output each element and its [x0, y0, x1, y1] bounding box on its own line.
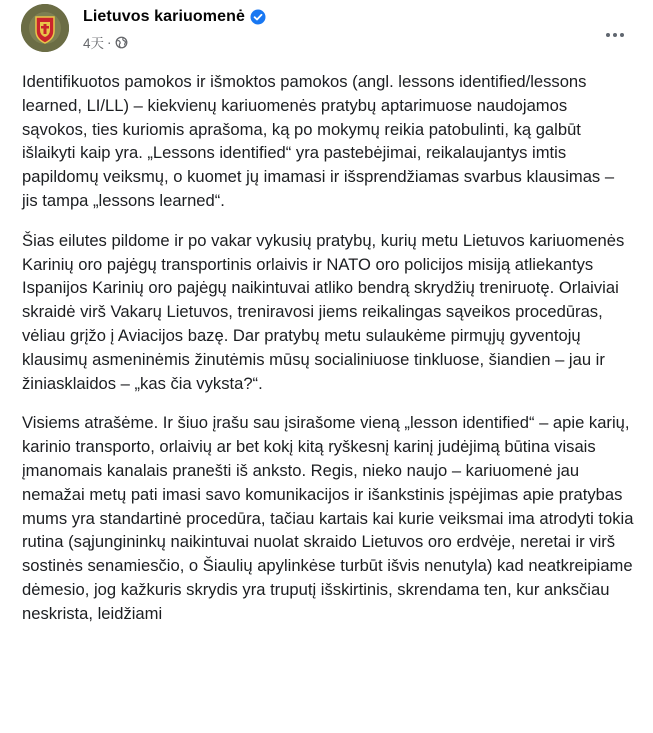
lithuanian-army-emblem-icon	[21, 4, 69, 52]
author-line	[83, 6, 266, 28]
globe-icon[interactable]	[115, 36, 128, 49]
more-options-button[interactable]	[597, 17, 633, 53]
post-meta	[83, 32, 266, 52]
more-dot-icon	[613, 33, 617, 37]
verified-badge-icon	[250, 9, 266, 25]
post-paragraph: Šias eilutes pildome ir po vakar vykusių pratybų, kurių metu Lietuvos kariuomenės Karinių oro pajėgų transportinis orlaivis ir NATO oro policijos misiją atliekantys Ispanijos Karinių oro pajėgų naikintuvai atliko bendrą skrydžių treniruotę. Orlaiviai skraidė virš Vakarų Lietuvos, treniravosi jiems reikalingas sąveikos procedūras, vėliau grįžo į Aviacijos bazę. Dar pratybų metu sulaukėme pirmųjų gyventojų klausimų asmeninėmis žinutėmis mūsų socialiniuose tinkluose, šiandien – jau ir žiniasklaidos – „kas čia vyksta?“.	[22, 230, 625, 393]
post-paragraph: Visiems atrašėme. Ir šiuo įrašu sau įsirašome vieną „lesson identified“ – apie karių, karinio transporto, orlaivių ar bet kokį kitą ryškesnį karinį judėjimą būtina visais įmanomais kanalais pranešti iš anksto. Regis, nieko naujo – kariuomenė jau nemažai metų pati imasi savo komunikacijos ir išankstinis įspėjimas apie pratybas mums yra standartinė procedūra, tačiau kartais kai kurie veiksmai ima atrodyti tokia rutina (sąjungininkų naikintuvai nuolat skraido Lietuvos oro erdvėje, neretai ir virš sostinės senamiesčio, o Šiaulių apylinkėse turbūt išvis nenutyla) kad neatkreipiame dėmesio, jog kažkuris skrydis yra truputį išskirtinis, skrendama ten, kur anksčiau neskrista, leidžiami	[22, 413, 634, 623]
meta-separator: ·	[107, 34, 112, 50]
post-header	[21, 4, 633, 54]
avatar[interactable]	[21, 4, 69, 52]
post-timestamp[interactable]: 4天	[83, 36, 105, 51]
author-block	[83, 6, 266, 52]
more-dot-icon	[620, 33, 624, 37]
post-paragraph: Identifikuotos pamokos ir išmoktos pamokos (angl. lessons identified/lessons learned, LI/LL) – kiekvienų kariuomenės pratybų aptarimuose naudojamos sąvokos, ties kuriomis aprašoma, ką po mokymų reikia patobulinti, ką galbūt išlaikyti kaip yra. „Lessons identified“ yra pastebėjimai, reikalaujantys imtis papildomų veiksmų, o kuomet jų imamasi ir išsprendžiamas svarbus klausimas – jis tampa „lessons learned“.	[22, 72, 615, 210]
more-dot-icon	[606, 33, 610, 37]
author-name[interactable]: Lietuvos kariuomenė	[83, 8, 245, 25]
post-body	[22, 70, 634, 642]
